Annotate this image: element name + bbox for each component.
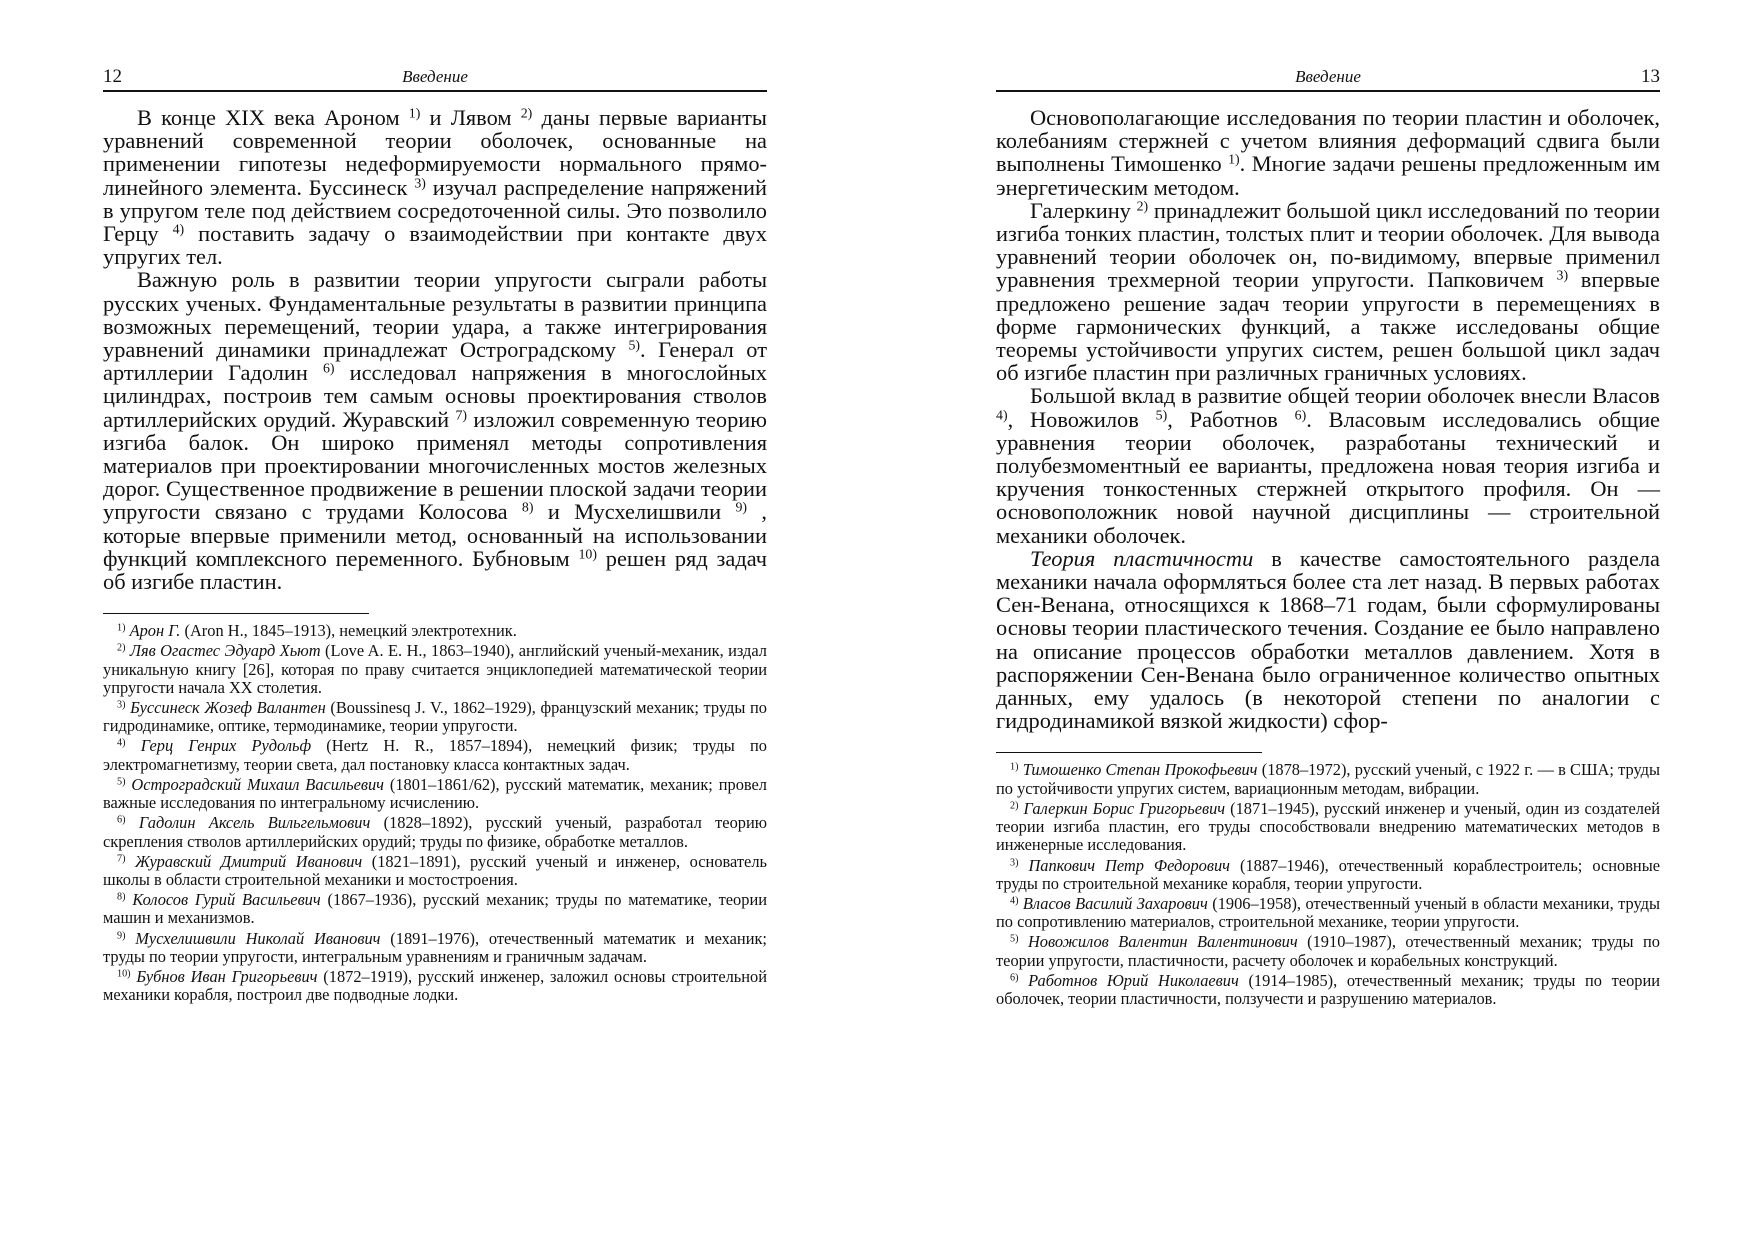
text-run: принадлежит большой цикл исследований по теории изгиба тонких пластин, толстых плит и теории оболочек. Для вывода уравнений теории оболочек он, по-видимому, впервые применил уравнения трехмерной теории упругости. Папковичем xyxy=(996,197,1660,293)
paragraph xyxy=(103,106,767,268)
text-run: . Власовым исследовались общие уравнения теории оболочек, разработаны технический и полубезмоментный ее варианты, предложена новая теория изгиба и кручения тонкостенных стержней открытого профиля. Он — основоположник новой научной дисциплины — строительной механики оболочек. xyxy=(996,406,1661,548)
footnote-name: Колосов Гурий Васильевич xyxy=(132,890,321,910)
footnote-name: Гадолин Аксель Вильгельмович xyxy=(138,813,371,833)
footnote-ref: 3) xyxy=(1556,268,1569,284)
footnote xyxy=(103,642,767,697)
footnote xyxy=(996,857,1660,893)
footnote xyxy=(103,776,767,812)
footnote-rule xyxy=(996,752,1262,753)
footnote-ref: 5) xyxy=(628,338,641,354)
footnote-text: (1872–1919), русский инженер, заложил основы строительной механики корабля, построил две подводные лодки. xyxy=(103,966,767,1005)
text-run: , Новожилов xyxy=(1007,406,1156,432)
footnote-text: (1891–1976), отечественный математик и механик; труды по теории упругости, интегральным уравнениям и граничным задачам. xyxy=(103,928,767,966)
footnote-name: Новожилов Валентин Валентинович xyxy=(1027,932,1298,952)
footnote-mark: 5) xyxy=(1010,933,1019,945)
footnote-mark: 10) xyxy=(117,968,131,980)
footnote-text: (Aron H., 1845–1913), немецкий электротехник. xyxy=(180,621,517,641)
footnote-text: (Love A. E. H., 1863–1940), английский ученый-механик, издал уникальную книгу [26], которая по праву считается энциклопедией математической теории упругости начала XX столетия. xyxy=(103,641,767,697)
text-run: Важную роль в развитии теории упругости сыграли работы русских ученых. Фундаментальные результаты в развитии принципа возможных перемещений, теории удара, а также интегрирования уравнений динамики принадлежат Остроградскому xyxy=(103,267,767,363)
footnote-name: Буссинеск Жозеф Валантен xyxy=(130,698,326,718)
footnote-text: (1871–1945), русский инженер и ученый, один из создателей теории изгиба пластин, его труды способствовали внедрению математических методов в инженерные исследования. xyxy=(996,798,1660,855)
footnote-ref: 6) xyxy=(322,361,335,377)
left-page xyxy=(103,62,767,1006)
footnote xyxy=(103,699,767,735)
footnote-text: (Hertz H. R., 1857–1894), немецкий физик; труды по электромагнетизму, теории света, дал постановку класса контактных задач. xyxy=(103,736,767,774)
footnote-name: Папкович Петр Федорович xyxy=(1028,855,1230,875)
footnote-ref: 5) xyxy=(1155,408,1168,424)
footnote xyxy=(103,853,767,889)
footnote-ref: 4) xyxy=(172,222,185,238)
footnote-mark: 4) xyxy=(117,737,126,749)
footnote-rule xyxy=(103,613,369,614)
paragraph xyxy=(103,268,767,593)
footnote-name: Арон Г. xyxy=(129,621,181,641)
footnote-text: (1821–1891), русский ученый и инженер, основатель школы в области строительной механики и мостостроения. xyxy=(103,851,767,889)
footnote-mark: 3) xyxy=(117,699,126,711)
footnote xyxy=(103,737,767,773)
footnote-mark: 5) xyxy=(117,776,126,788)
footnote-mark: 8) xyxy=(117,891,126,903)
footnotes xyxy=(996,761,1660,1008)
footnote xyxy=(996,972,1660,1008)
text-run: , которые впервые применили метод, основанный на использовании функций комплексного переменного. Бубновым xyxy=(103,499,767,571)
footnote-name: Остроградский Михаил Васильевич xyxy=(131,774,384,794)
running-title: Введение xyxy=(402,67,468,86)
text-run: Галеркину xyxy=(1030,197,1137,223)
running-head xyxy=(996,62,1660,92)
footnote-text: (1914–1985), отечественный механик; труды по теории оболочек, теории пластичности, ползучести и разрушению материалов. xyxy=(996,970,1660,1008)
footnote-text: (1801–1861/62), русский математик, механик; провел важные исследования по интегральному исчислению. xyxy=(103,774,767,813)
footnote-mark: 4) xyxy=(1010,895,1019,907)
footnote-name: Журавский Дмитрий Иванович xyxy=(135,851,363,871)
text-run: решен ряд задач об изгибе пластин. xyxy=(103,545,768,595)
footnote-mark: 1) xyxy=(1010,761,1019,773)
footnote-text: (1878–1972), русский ученый, с 1922 г. — в США; труды по устойчивости упругих систем, вариационным методам, вибрации. xyxy=(996,760,1660,798)
footnote xyxy=(996,761,1660,797)
emphasis: Теория пластичности xyxy=(1030,545,1254,571)
footnote-name: Ляв Огастес Эдуард Хьют xyxy=(129,641,321,661)
text-run: даны первые варианты уравнений современной теории оболочек, основанные на применении гипотезы недеформируемости нормального прямолинейного элемента. Буссинеск xyxy=(103,105,767,200)
text-run: поставить задачу о взаимодействии при контакте двух упругих тел. xyxy=(103,221,767,270)
footnote xyxy=(103,891,767,927)
footnote xyxy=(103,968,767,1004)
text-run: изложил современную теорию изгиба балок. Он широко применял методы сопротивления материалов при проектировании многочисленных мостов железных дорог. Существенное продвижение в решении плоской задачи теории упругости связано с трудами Колосова xyxy=(103,406,767,525)
paragraph xyxy=(996,384,1660,546)
text-run: изучал распределение напряжений в упругом теле под действием сосредоточенной силы. Это позволило Герцу xyxy=(103,174,767,247)
footnote-name: Герц Генрих Рудольф xyxy=(140,736,312,756)
footnote xyxy=(996,800,1660,855)
text-run: в качестве самостоятельного раздела механики начала оформляться более ста лет назад. В первых работах Сен-Венана, относящихся к 1868–71 годам, были сформулированы основы теории пластического течения. Создание ее было направлено на описание процессов обработки металлов давлением. Хотя в распоряжении Сен-Венана было ограниченное количество опытных данных, ему удалось (в некоторой степени по аналогии с гидродинамикой вязкой жидкости) сфор- xyxy=(996,545,1660,734)
footnote-name: Галеркин Борис Григорьевич xyxy=(1023,798,1226,818)
text-run: Большой вклад в развитие общей теории оболочек внесли Власов xyxy=(1030,383,1660,409)
page-number: 12 xyxy=(103,66,122,87)
footnote-ref: 2) xyxy=(1136,199,1149,215)
text-run: и Лявом xyxy=(420,105,521,130)
text-run: и Мусхелишвили xyxy=(533,499,736,525)
text-run: В конце XIX века Ароном xyxy=(137,105,409,130)
footnote-name: Мусхелишвили Николай Иванович xyxy=(135,928,381,948)
footnote-ref: 9) xyxy=(735,500,748,516)
footnote xyxy=(996,895,1660,931)
text-run: . Многие задачи решены предложенным им энергетическим методом. xyxy=(996,151,1660,200)
text-run: исследовал напряжения в многослойных цилиндрах, построив тем самым основы проектирования стволов артиллерийских орудий. Журавский xyxy=(103,360,767,432)
footnote-mark: 2) xyxy=(1010,800,1019,812)
footnote-mark: 2) xyxy=(117,642,126,654)
footnotes xyxy=(103,622,767,1004)
footnote-name: Власов Василий Захарович xyxy=(1022,893,1208,913)
footnote-ref: 2) xyxy=(520,106,533,122)
text-run: . Генерал от артиллерии Гадолин xyxy=(103,337,767,386)
body-text xyxy=(103,106,767,593)
footnote xyxy=(103,814,767,850)
text-run: впервые предложено решение задач теории упругости в перемещениях в форме гармонических функций, а также исследованы общие теоремы устойчивости упругих систем, решен большой цикл задач об изгибе пластин при различных граничных условиях. xyxy=(996,267,1660,386)
footnote-name: Работнов Юрий Николаевич xyxy=(1028,970,1239,990)
footnote-text: (1906–1958), отечественный ученый в области механики, труды по сопротивлению материалов, строительной механике, теории упругости. xyxy=(996,893,1660,932)
right-page xyxy=(996,62,1660,1010)
footnote-ref: 1) xyxy=(408,106,421,122)
running-head xyxy=(103,62,767,92)
footnote-ref: 10) xyxy=(578,547,597,563)
footnote-text: (Boussinesq J. V., 1862–1929), французский механик; труды по гидродинамике, оптике, термодинамике, теории упругости. xyxy=(103,698,767,736)
footnote xyxy=(103,622,767,640)
paragraph xyxy=(996,547,1660,733)
footnote-text: (1910–1987), отечественный механик; труды по теории упругости, пластичности, расчету оболочек и корабельных конструкций. xyxy=(996,932,1660,970)
paragraph xyxy=(996,199,1660,385)
footnote-mark: 1) xyxy=(117,622,126,634)
footnote-ref: 7) xyxy=(455,408,468,424)
text-run: Основополагающие исследования по теории пластин и оболочек, колебаниям стержней с учетом влияния деформаций сдвига были выполнены Тимошенко xyxy=(996,105,1660,177)
footnote-name: Тимошенко Степан Прокофьевич xyxy=(1022,760,1258,780)
body-text xyxy=(996,106,1660,732)
paragraph xyxy=(996,106,1660,199)
footnote-ref: 4) xyxy=(996,408,1008,424)
footnote xyxy=(103,930,767,966)
footnote-mark: 9) xyxy=(117,929,126,941)
footnote-ref: 1) xyxy=(1228,152,1240,168)
footnote-mark: 7) xyxy=(117,853,126,865)
footnote-ref: 3) xyxy=(414,175,426,191)
page-number: 13 xyxy=(1641,66,1660,87)
footnote-text: (1887–1946), отечественный кораблестроитель; основные труды по строительной механике корабля, теории упругости. xyxy=(996,855,1660,893)
running-title: Введение xyxy=(1295,67,1361,86)
footnote-name: Бубнов Иван Григорьевич xyxy=(136,966,318,986)
text-run: , Работнов xyxy=(1167,406,1295,432)
footnote-mark: 3) xyxy=(1010,856,1019,868)
footnote-mark: 6) xyxy=(117,814,126,826)
footnote-text: (1828–1892), русский ученый, разработал теорию скрепления стволов артиллерийских орудий; труды по физике, обработке металлов. xyxy=(103,813,767,851)
footnote-ref: 6) xyxy=(1294,408,1307,424)
footnote-mark: 6) xyxy=(1010,972,1019,984)
footnote-text: (1867–1936), русский механик; труды по математике, теории машин и механизмов. xyxy=(103,890,767,928)
footnote xyxy=(996,933,1660,969)
footnote-ref: 8) xyxy=(521,500,534,516)
